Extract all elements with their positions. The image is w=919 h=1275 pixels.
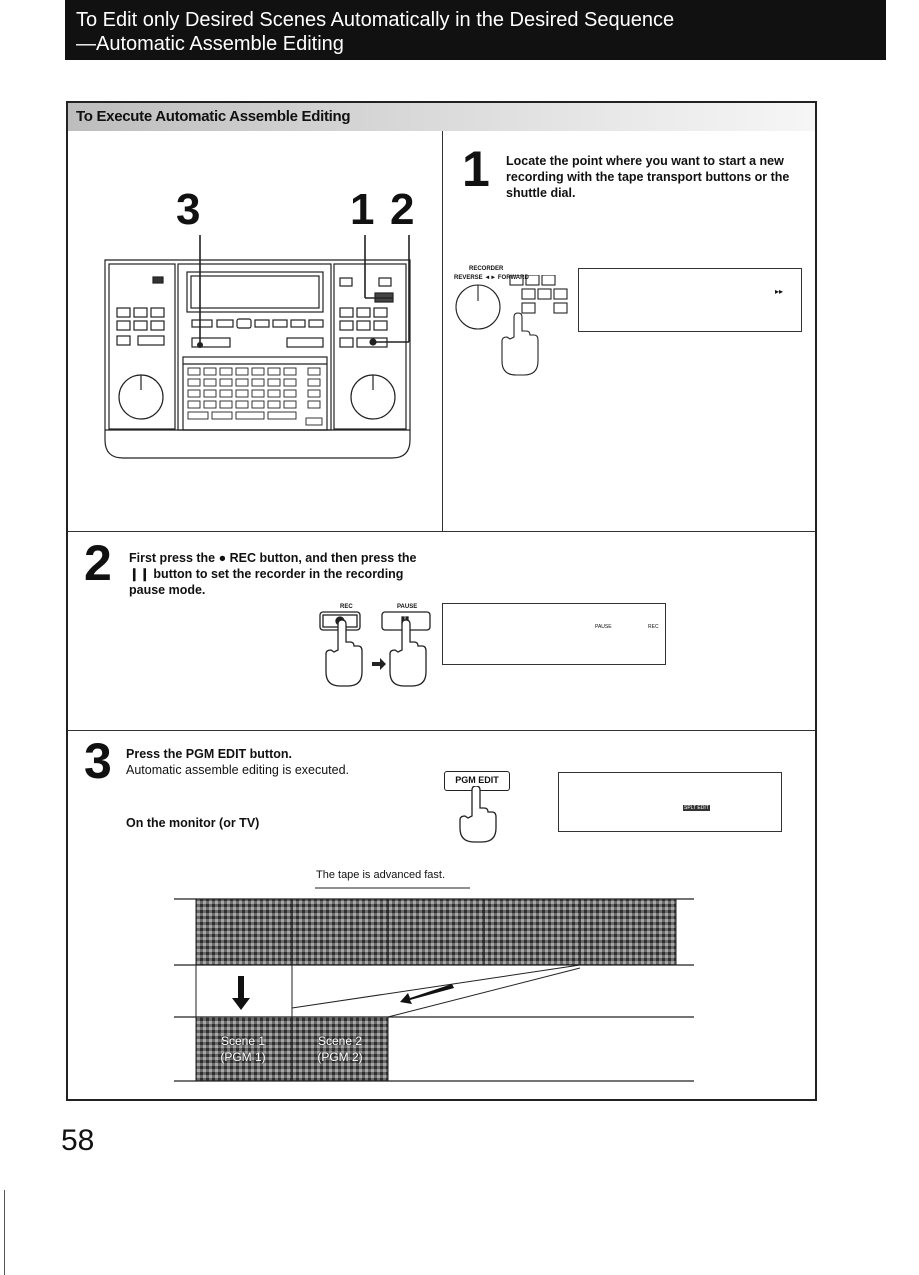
- scene-2-name: Scene 2: [317, 1034, 363, 1048]
- recorder-label: RECORDER: [469, 266, 504, 272]
- step-3-description: Automatic assemble editing is executed.: [126, 763, 350, 777]
- shuttle-dial-illustration: [452, 275, 577, 380]
- display-rec-indicator: REC: [648, 624, 659, 630]
- step-1-display: [578, 268, 802, 332]
- display-edit-badge: SPLT EDIT: [684, 805, 709, 811]
- section-title: To Execute Automatic Assemble Editing: [76, 108, 351, 125]
- page-header: [65, 0, 886, 60]
- binding-edge-line: [4, 1190, 5, 1275]
- edit-controller-illustration: [95, 230, 425, 470]
- rec-button-label: REC: [340, 604, 353, 610]
- reverse-forward-label: REVERSE ◄► FORWARD: [454, 275, 529, 281]
- callout-2: 2: [390, 185, 415, 234]
- tape-caption: The tape is advanced fast.: [316, 869, 446, 881]
- display-pause-indicator: PAUSE: [595, 624, 612, 630]
- column-divider: [442, 131, 443, 531]
- rec-pause-illustration: [310, 610, 445, 690]
- page-number: 58: [61, 1124, 95, 1157]
- step-3-title: Press the PGM EDIT button.: [126, 747, 292, 761]
- fast-forward-indicator: ▸▸: [774, 287, 783, 296]
- scene-1-pgm: (PGM 1): [220, 1050, 266, 1064]
- scene-1-name: Scene 1: [220, 1034, 266, 1048]
- scene-1-label: [218, 1033, 268, 1065]
- pressing-hand-icon: [452, 786, 512, 844]
- header-line-1: To Edit only Desired Scenes Automatically in the Desired Sequence: [76, 9, 675, 31]
- step-2-text: First press the ● REC button, and then press the ❙❙ button to set the recorder in the recording pause mode.: [129, 551, 417, 597]
- header-line-2: —Automatic Assemble Editing: [76, 33, 344, 55]
- pause-button-label: PAUSE: [397, 604, 418, 610]
- scene-2-pgm: (PGM 2): [317, 1050, 363, 1064]
- step-2-display: [442, 603, 666, 665]
- step-3-number: 3: [84, 733, 112, 789]
- step-divider-2: [68, 730, 815, 731]
- pgm-edit-button: PGM EDIT: [444, 771, 510, 791]
- step-3-display: [558, 772, 782, 832]
- step-1-number: 1: [462, 141, 490, 197]
- callout-1: 1: [350, 185, 375, 234]
- scene-2-label: [312, 1033, 368, 1065]
- step-1-text: Locate the point where you want to start a new recording with the tape transport buttons or the shuttle dial.: [506, 154, 790, 200]
- step-divider-1: [68, 531, 815, 532]
- callout-3: 3: [176, 185, 201, 234]
- section-title-bar: [68, 103, 815, 131]
- monitor-label: On the monitor (or TV): [126, 816, 260, 830]
- step-2-number: 2: [84, 535, 112, 591]
